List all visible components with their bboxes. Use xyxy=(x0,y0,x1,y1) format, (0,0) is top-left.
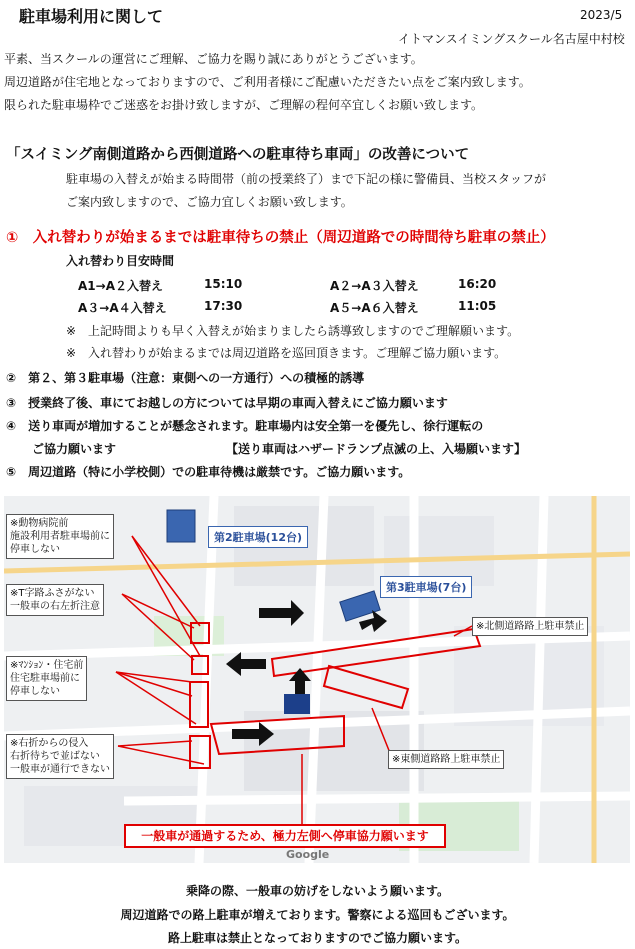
section-body-line-2: ご案内致しますので、ご協力宜しくお願い致します。 xyxy=(66,195,353,209)
schedule-label: A５→A６入替え xyxy=(330,301,419,315)
footer-line-1: 乗降の際、一般車の妨げをしないよう願います。 xyxy=(185,884,450,898)
note-north-road: ※北側道路路上駐車禁止 xyxy=(472,617,588,636)
item-2: ② 第２、第３駐車場（注意：東側への一方通行）への積極的誘導 xyxy=(6,371,365,385)
google-logo: Google xyxy=(286,848,330,861)
schedule-label: A３→A４入替え xyxy=(78,301,167,315)
intro-line-1: 平素、当スクールの運営にご理解、ご協力を賜り誠にありがとうございます。 xyxy=(4,52,423,66)
section-title: 「スイミング南側道路から西側道路への駐車待ち車両」の改善について xyxy=(6,147,470,163)
footer-line-3: 路上駐車は禁止となっておりますのでご協力願います。 xyxy=(167,931,468,945)
item-1-title: ① 入れ替わりが始まるまでは駐車待ちの禁止（周辺道路での時間待ち駐車の禁止） xyxy=(6,230,555,246)
item-5: ⑤ 周辺道路（特に小学校側）での駐車待機は厳禁です。ご協力願います。 xyxy=(6,465,411,479)
page-title: 駐車場利用に関して xyxy=(19,7,164,26)
item-4-line-2: ご協力願います xyxy=(32,442,117,456)
schedule-time: 11:05 xyxy=(458,299,497,313)
section-body-line-1: 駐車場の入替えが始まる時間帯（前の授業終了）まで下記の様に警備員、当校スタッフが xyxy=(66,172,547,186)
schedule-time: 17:30 xyxy=(204,299,243,313)
organization-name: イトマンスイミングスクール名古屋中村校 xyxy=(398,32,625,46)
red-notice: 一般車が通過するため、極力左側へ停車協力願います xyxy=(124,824,446,848)
issue-date: 2023/5 xyxy=(580,8,623,22)
footer-line-2: 周辺道路での路上駐車が増えております。警察による巡回もございます。 xyxy=(120,908,515,922)
note-t-junction: ※T字路ふさがない 一般車の右左折注意 xyxy=(6,584,104,616)
item-3: ③ 授業終了後、車にてお越しの方については早期の車両入替えにご協力願います xyxy=(6,396,448,410)
area-map xyxy=(4,496,630,863)
note-hospital: ※動物病院前 施設利用者駐車場前に 停車しない xyxy=(6,514,114,559)
item-4-hazard-note: 【送り車両はハザードランプ点滅の上、入場願います】 xyxy=(226,442,527,456)
schedule-note-2: ※ 入れ替わりが始まるまでは周辺道路を巡回頂きます。ご理解ご協力願います。 xyxy=(66,346,507,360)
note-right-turn: ※右折からの侵入 右折待ちで並ばない 一般車が通行できない xyxy=(6,734,114,779)
lot-3-label: 第3駐車場(7台) xyxy=(380,576,472,598)
item-4-line-1: ④ 送り車両が増加することが懸念されます。駐車場内は安全第一を優先し、徐行運転の xyxy=(6,419,484,433)
schedule-label: A1→A２入替え xyxy=(78,279,163,293)
schedule-heading: 入れ替わり目安時間 xyxy=(66,254,175,268)
schedule-label: A２→A３入替え xyxy=(330,279,419,293)
note-mansion: ※ﾏﾝｼｮﾝ・住宅前 住宅駐車場前に 停車しない xyxy=(6,656,87,701)
schedule-time: 16:20 xyxy=(458,277,497,291)
note-east-road: ※東側道路路上駐車禁止 xyxy=(388,750,504,769)
intro-line-3: 限られた駐車場枠でご迷惑をお掛け致しますが、ご理解の程何卒宜しくお願い致します。 xyxy=(4,98,484,112)
schedule-time: 15:10 xyxy=(204,277,243,291)
schedule-note-1: ※ 上記時間よりも早く入替えが始まりましたら誘導致しますのでご理解願います。 xyxy=(66,324,520,338)
intro-line-2: 周辺道路が住宅地となっておりますので、ご利用者様にご配慮いただきたい点をご案内致します。 xyxy=(4,75,531,89)
lot-2-label: 第2駐車場(12台) xyxy=(208,526,308,548)
